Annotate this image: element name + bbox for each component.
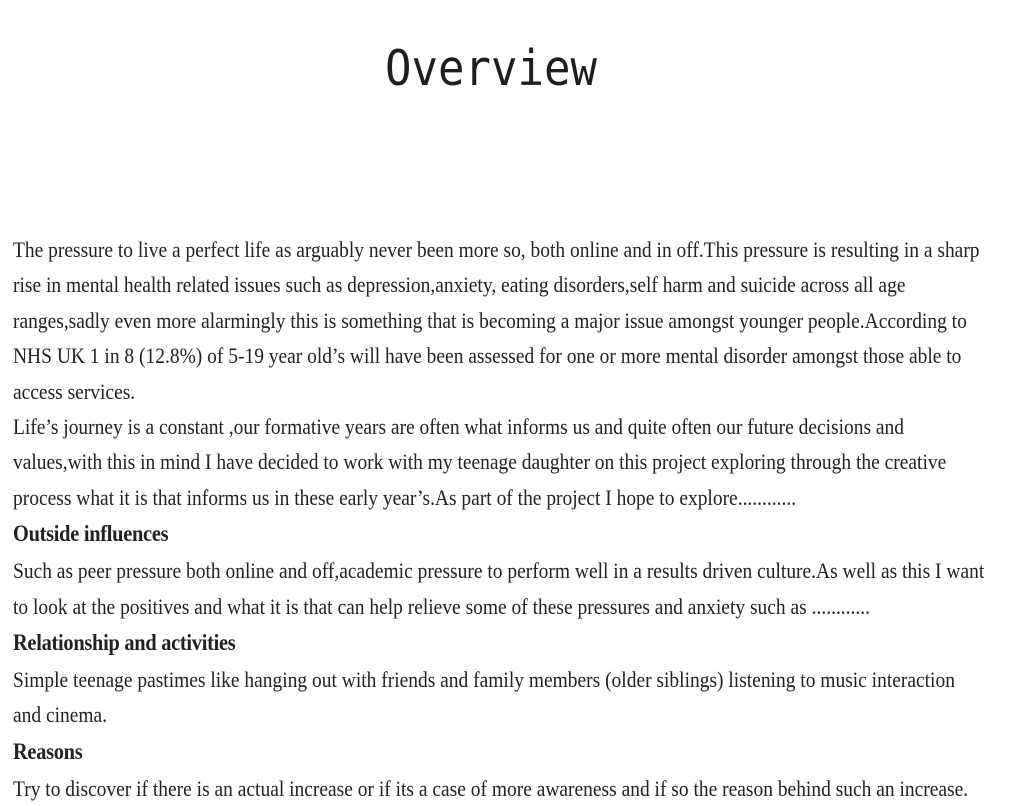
outside-influences-heading: Outside influences [13,521,169,547]
document-body [13,232,987,806]
reasons-heading: Reasons [13,738,83,764]
relationship-activities-text: Simple teenage pastimes like hanging out with friends and family members (older siblings) listening to music interaction and cinema. [13,667,955,728]
outside-influences-text: Such as peer pressure both online and off,academic pressure to perform well in a results driven culture.As well as this I want to look at the positives and what it is that can help relieve some of these pressures and anxiety such as ............ [13,558,985,619]
reasons-text: Try to discover if there is an actual increase or if its a case of more awareness and if so the reason behind such an increase. [13,775,969,801]
intro-paragraph: The pressure to live a perfect life as arguably never been more so, both online and in off.This pressure is resulting in a sharp rise in mental health related issues such as depression,anxiety, eating disorders,self harm and suicide across all age ranges,sadly even more alarmingly this is something that is becoming a major issue amongst younger people.According to NHS UK 1 in 8 (12.8%) of 5-19 year old’s will have been assessed for one or more mental disorder amongst those able to access services. [13,237,980,404]
page-title: Overview [385,40,597,98]
journey-paragraph: Life’s journey is a constant ,our formative years are often what informs us and quite often our future decisions and values,with this in mind I have decided to work with my teenage daughter on this project exploring through the creative process what it is that informs us in these early year’s.As part of the project I hope to explore............ [13,414,947,510]
relationship-activities-heading: Relationship and activities [13,630,236,656]
